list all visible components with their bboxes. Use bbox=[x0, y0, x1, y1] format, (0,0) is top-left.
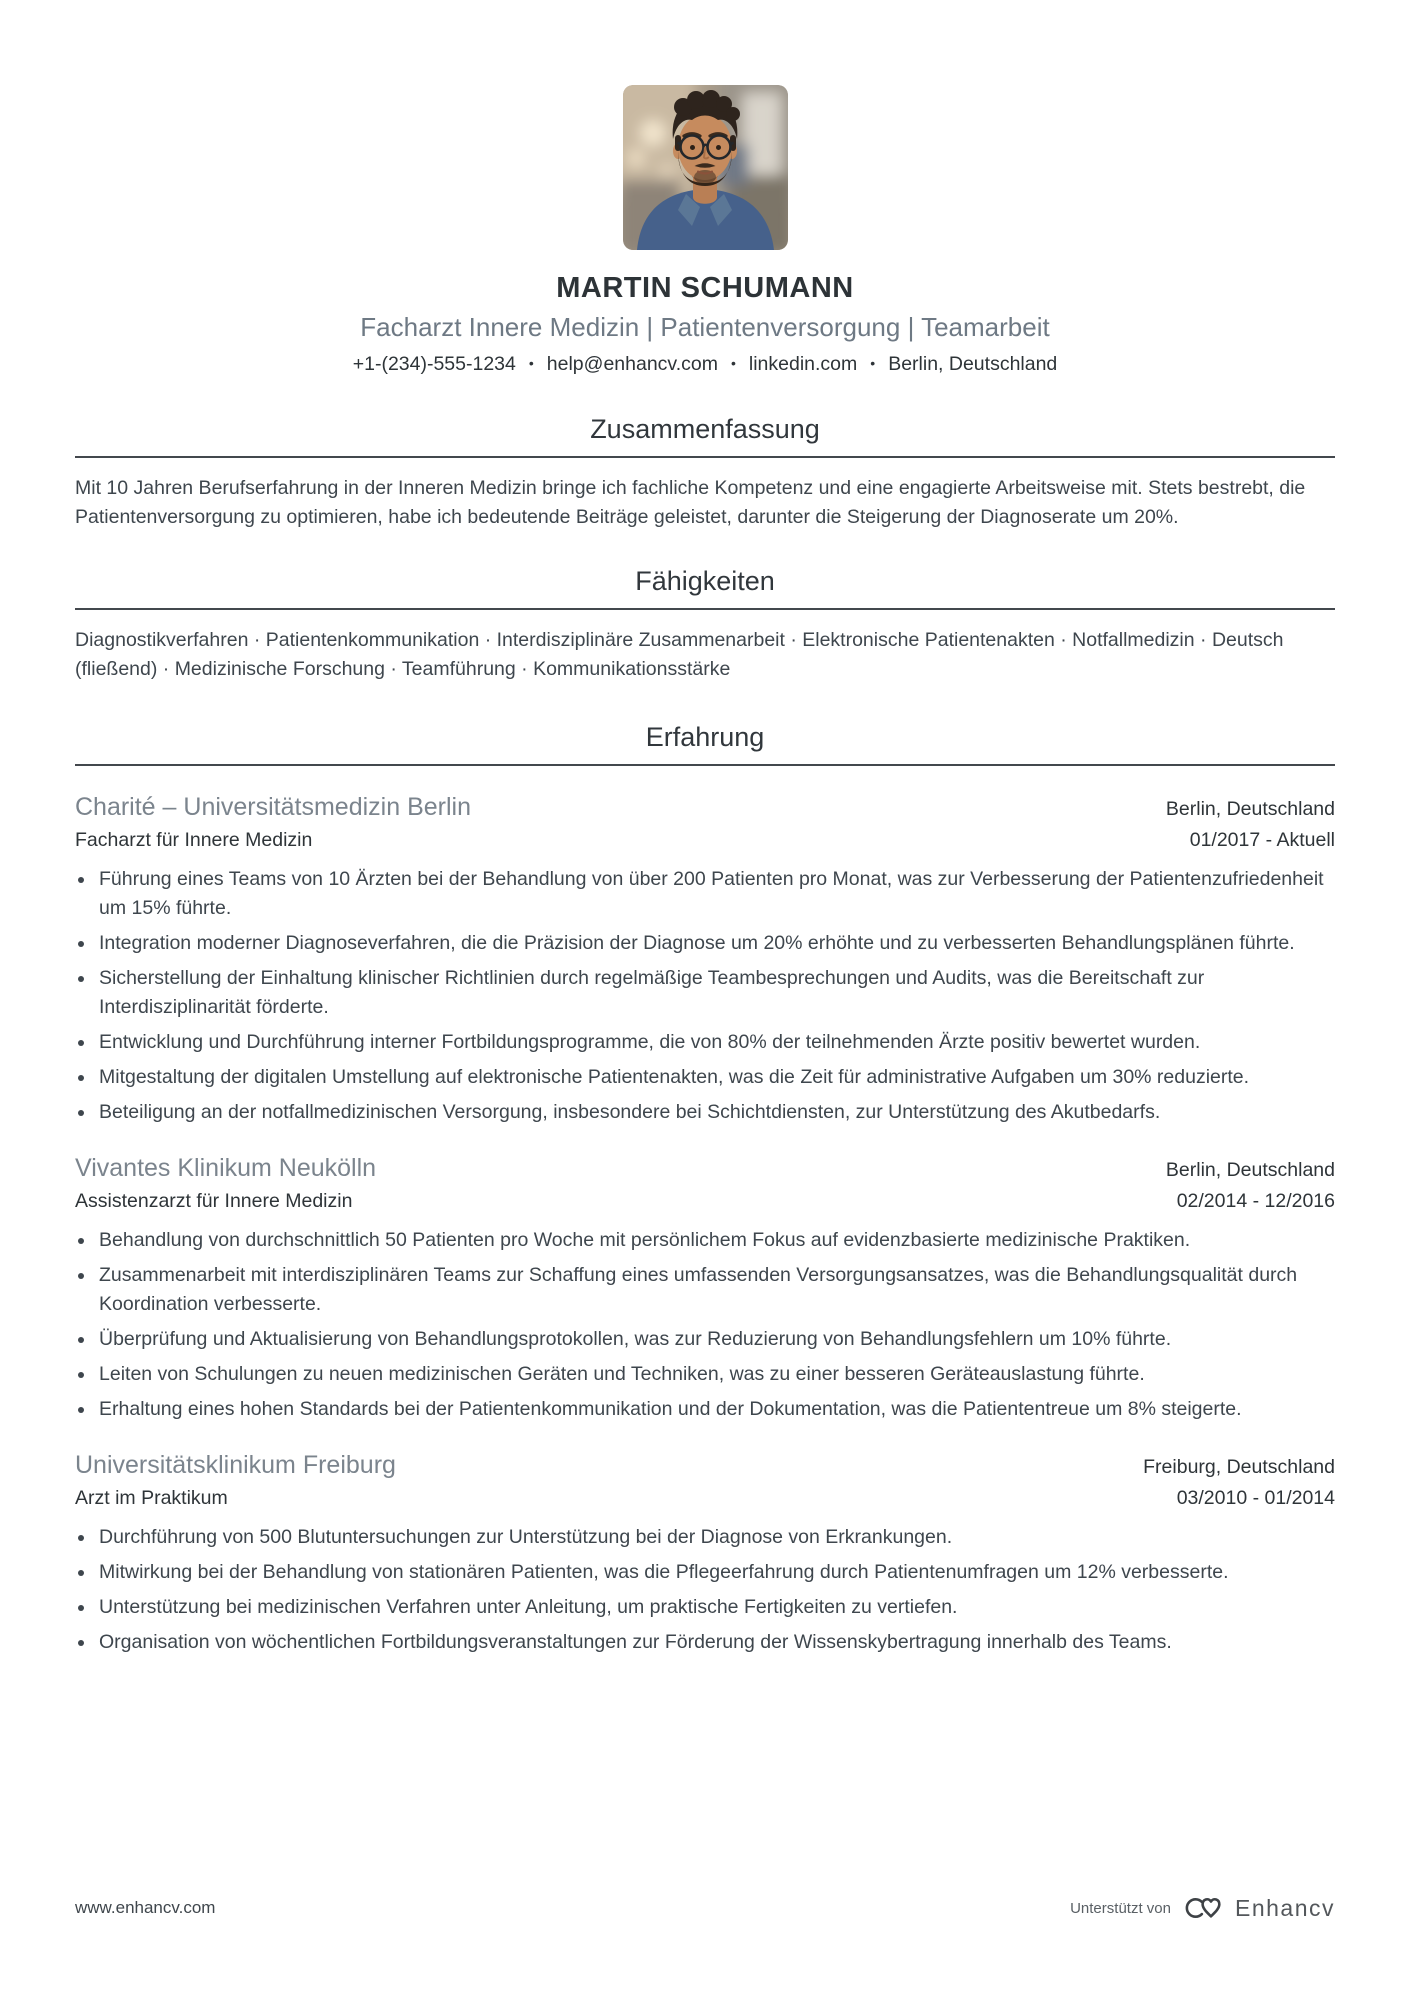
contact-item-linkedin[interactable]: linkedin.com bbox=[748, 353, 858, 375]
job-dates: 01/2017 - Aktuell bbox=[1189, 829, 1335, 851]
job-bullet: • Erhaltung eines hohen Standards bei der Patientenkommunikation und der Dokumentation, was die Patiententreue um 8% steigerte. bbox=[96, 1395, 1335, 1424]
job-location: Berlin, Deutschland bbox=[1165, 798, 1335, 820]
candidate-headline: Facharzt Innere Medizin | Patientenversorgung | Teamarbeit bbox=[360, 312, 1050, 342]
contact-separator-icon: • bbox=[528, 355, 534, 371]
job-dates: 03/2010 - 01/2014 bbox=[1176, 1487, 1335, 1509]
contact-item-email[interactable]: help@enhancv.com bbox=[546, 353, 718, 375]
footer-site-link[interactable]: www.enhancv.com bbox=[75, 1898, 216, 1917]
job-bullet: • Entwicklung und Durchführung interner Fortbildungsprogramme, die von 80% der teilnehmenden Ärzte positiv bewertet wurden. bbox=[96, 1028, 1335, 1057]
contact-separator-icon: • bbox=[730, 355, 736, 371]
skills-divider bbox=[75, 608, 1335, 610]
profile-photo bbox=[623, 85, 788, 250]
job-title: Arzt im Praktikum bbox=[75, 1487, 228, 1509]
section-skills bbox=[75, 566, 1335, 684]
contact-item-phone: +1-(234)-555-1234 bbox=[352, 353, 516, 375]
job-title: Facharzt für Innere Medizin bbox=[75, 829, 313, 851]
job-bullet: • Organisation von wöchentlichen Fortbildungsveranstaltungen zur Förderung der Wissenskybertragung innerhalb des Teams. bbox=[96, 1628, 1335, 1657]
job-bullet: • Überprüfung und Aktualisierung von Behandlungsprotokollen, was zur Reduzierung von Behandlungsfehlern um 10% führte. bbox=[96, 1325, 1335, 1354]
job-dates: 02/2014 - 12/2016 bbox=[1176, 1190, 1335, 1212]
experience-job bbox=[75, 1154, 1335, 1424]
job-bullet: • Zusammenarbeit mit interdisziplinären Teams zur Schaffung eines umfassenden Versorgungsansatzes, was die Behandlungsqualität durch Koordination verbesserte. bbox=[96, 1261, 1335, 1319]
job-bullet: • Unterstützung bei medizinischen Verfahren unter Anleitung, um praktische Fertigkeiten zu vertiefen. bbox=[96, 1593, 1335, 1622]
company-name: Universitätsklinikum Freiburg bbox=[75, 1451, 396, 1479]
enhancv-logo-icon bbox=[1181, 1893, 1225, 1923]
contact-item-location: Berlin, Deutschland bbox=[888, 353, 1058, 375]
company-name: Vivantes Klinikum Neukölln bbox=[75, 1154, 377, 1182]
job-bullets bbox=[75, 865, 1335, 1127]
job-bullet: • Beteiligung an der notfallmedizinischen Versorgung, insbesondere bei Schichtdiensten, zur Unterstützung des Akutbedarfs. bbox=[96, 1098, 1335, 1127]
job-bullet: • Sicherstellung der Einhaltung klinischer Richtlinien durch regelmäßige Teambesprechungen und Audits, was die Bereitschaft zur Interdisziplinarität förderte. bbox=[96, 964, 1335, 1022]
job-title: Assistenzarzt für Innere Medizin bbox=[75, 1190, 353, 1212]
resume-header bbox=[75, 85, 1335, 376]
job-bullet: • Integration moderner Diagnoseverfahren, die die Präzision der Diagnose um 20% erhöhte und zu verbesserten Behandlungsplänen führte. bbox=[96, 929, 1335, 958]
section-experience bbox=[75, 722, 1335, 1657]
job-bullet: • Behandlung von durchschnittlich 50 Patienten pro Woche mit persönlichem Fokus auf evidenzbasierte medizinische Praktiken. bbox=[96, 1226, 1335, 1255]
contact-separator-icon: • bbox=[870, 355, 876, 371]
page-footer bbox=[75, 1893, 1335, 1923]
footer-brand-wordmark: Enhancv bbox=[1234, 1894, 1335, 1921]
job-location: Freiburg, Deutschland bbox=[1143, 1456, 1335, 1478]
contact-line bbox=[75, 353, 1335, 376]
section-summary bbox=[75, 414, 1335, 532]
experience-jobs bbox=[75, 793, 1335, 1657]
job-bullet: • Durchführung von 500 Blutuntersuchungen zur Unterstützung bei der Diagnose von Erkrankungen. bbox=[96, 1523, 1335, 1552]
job-bullet: • Mitgestaltung der digitalen Umstellung auf elektronische Patientenakten, was die Zeit für administrative Aufgaben um 30% reduzierte. bbox=[96, 1063, 1335, 1092]
job-bullets bbox=[75, 1226, 1335, 1424]
candidate-name: MARTIN SCHUMANN bbox=[556, 272, 854, 304]
summary-divider bbox=[75, 456, 1335, 458]
experience-job bbox=[75, 793, 1335, 1127]
experience-job bbox=[75, 1451, 1335, 1657]
job-bullet: • Leiten von Schulungen zu neuen medizinischen Geräten und Techniken, was zu einer besseren Geräteauslastung führte. bbox=[96, 1360, 1335, 1389]
job-location: Berlin, Deutschland bbox=[1165, 1159, 1335, 1181]
summary-text: Mit 10 Jahren Berufserfahrung in der Inneren Medizin bringe ich fachliche Kompetenz und eine engagierte Arbeitsweise mit. Stets bestrebt, die Patientenversorgung zu optimieren, habe ich bedeutende Beiträge geleistet, darunter die Steigerung der Diagnoserate um 20%. bbox=[75, 477, 1306, 528]
job-bullets bbox=[75, 1523, 1335, 1657]
company-name: Charité – Universitätsmedizin Berlin bbox=[75, 793, 471, 821]
job-bullet: • Führung eines Teams von 10 Ärzten bei der Behandlung von über 200 Patienten pro Monat, was zur Verbesserung der Patientenzufriedenheit um 15% führte. bbox=[96, 865, 1335, 923]
experience-heading: Erfahrung bbox=[645, 722, 765, 752]
skills-heading: Fähigkeiten bbox=[635, 566, 775, 596]
experience-divider bbox=[75, 764, 1335, 766]
skills-text: Diagnostikverfahren · Patientenkommunikation · Interdisziplinäre Zusammenarbeit · Elektronische Patientenakten · Notfallmedizin · Deutsch (fließend) · Medizinische Forschung · Teamführung · Kommunikationsstärke bbox=[75, 629, 1284, 680]
job-bullet: • Mitwirkung bei der Behandlung von stationären Patienten, was die Pflegeerfahrung durch Patientenumfragen um 12% verbesserte. bbox=[96, 1558, 1335, 1587]
powered-by-label: Unterstützt von bbox=[1070, 1899, 1171, 1917]
summary-heading: Zusammenfassung bbox=[590, 414, 820, 444]
profile-photo-image bbox=[623, 85, 788, 250]
footer-powered bbox=[1070, 1893, 1335, 1923]
